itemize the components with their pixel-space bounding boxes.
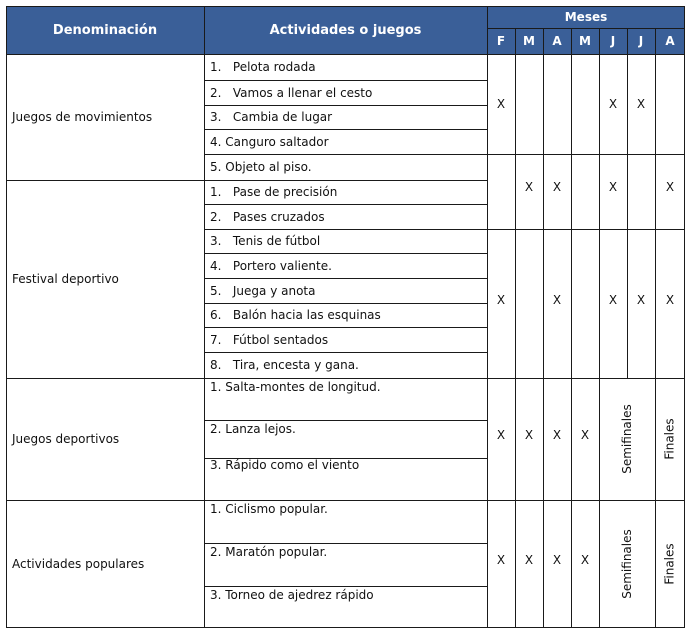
activity-item: 3. Tenis de fútbol bbox=[210, 234, 321, 248]
month-feb: F bbox=[487, 28, 515, 54]
mark-x: X bbox=[580, 553, 590, 567]
mark-x: X bbox=[552, 180, 562, 194]
mark-x: X bbox=[636, 292, 646, 307]
finales-text: Finales bbox=[663, 543, 678, 585]
mark-x: X bbox=[552, 292, 562, 307]
mark-x: X bbox=[524, 428, 534, 442]
finales-label bbox=[655, 500, 685, 628]
mark-x: X bbox=[552, 553, 562, 567]
finales-text: Finales bbox=[663, 418, 678, 460]
activity-item: 4. Portero valiente. bbox=[210, 258, 332, 273]
mark-x: X bbox=[552, 428, 562, 442]
activity-item: 3. Rápido como el viento bbox=[210, 458, 360, 472]
mark-x: X bbox=[665, 292, 675, 307]
semifinales-text: Semifinales bbox=[620, 529, 635, 599]
header-denominacion: Denominación bbox=[6, 6, 204, 54]
semifinales-label bbox=[599, 500, 655, 628]
mark-x: X bbox=[580, 428, 590, 442]
activity-item: 1. Pelota rodada bbox=[210, 60, 316, 74]
activity-item: 2. Vamos a llenar el cesto bbox=[210, 85, 373, 100]
month-may: M bbox=[571, 28, 599, 54]
group-name: Juegos de movimientos bbox=[12, 110, 153, 124]
mark-x: X bbox=[524, 553, 534, 567]
month-abr: A bbox=[543, 28, 571, 54]
activity-item: 4. Canguro saltador bbox=[210, 134, 329, 149]
header-meses: Meses bbox=[487, 6, 685, 28]
finales-label bbox=[655, 378, 685, 500]
mark-x: X bbox=[665, 180, 675, 194]
group-name: Juegos deportivos bbox=[12, 432, 120, 446]
mark-x: X bbox=[496, 428, 506, 442]
activity-item: 1. Ciclismo popular. bbox=[210, 502, 328, 516]
semifinales-label bbox=[599, 378, 655, 500]
activity-item: 3. Cambia de lugar bbox=[210, 110, 333, 124]
semifinales-text: Semifinales bbox=[620, 404, 635, 474]
activity-item: 5. Juega y anota bbox=[210, 283, 316, 298]
mark-x: X bbox=[496, 553, 506, 567]
activity-item: 3. Torneo de ajedrez rápido bbox=[210, 588, 374, 602]
header-actividades: Actividades o juegos bbox=[204, 6, 487, 54]
activity-item: 6. Balón hacia las esquinas bbox=[210, 308, 381, 322]
month-jul: J bbox=[627, 28, 655, 54]
activity-item: 1. Pase de precisión bbox=[210, 185, 338, 199]
month-ago: A bbox=[655, 28, 685, 54]
activity-item: 2. Maratón popular. bbox=[210, 545, 328, 559]
activity-item: 8. Tira, encesta y gana. bbox=[210, 358, 359, 372]
group-name: Festival deportivo bbox=[12, 272, 119, 286]
mark-x: X bbox=[608, 180, 618, 194]
activity-item: 1. Salta-montes de longitud. bbox=[210, 380, 381, 394]
mark-x: X bbox=[496, 292, 506, 307]
month-mar: M bbox=[515, 28, 543, 54]
activity-item: 7. Fútbol sentados bbox=[210, 332, 329, 347]
mark-x: X bbox=[608, 97, 618, 111]
mark-x: X bbox=[496, 97, 506, 111]
mark-x: X bbox=[524, 180, 534, 194]
activity-item: 5. Objeto al piso. bbox=[210, 160, 312, 174]
activity-item: 2. Pases cruzados bbox=[210, 209, 325, 224]
group-name: Actividades populares bbox=[12, 557, 145, 571]
activity-item: 2. Lanza lejos. bbox=[210, 422, 296, 436]
month-jun: J bbox=[599, 28, 627, 54]
mark-x: X bbox=[636, 97, 646, 111]
mark-x: X bbox=[608, 292, 618, 307]
